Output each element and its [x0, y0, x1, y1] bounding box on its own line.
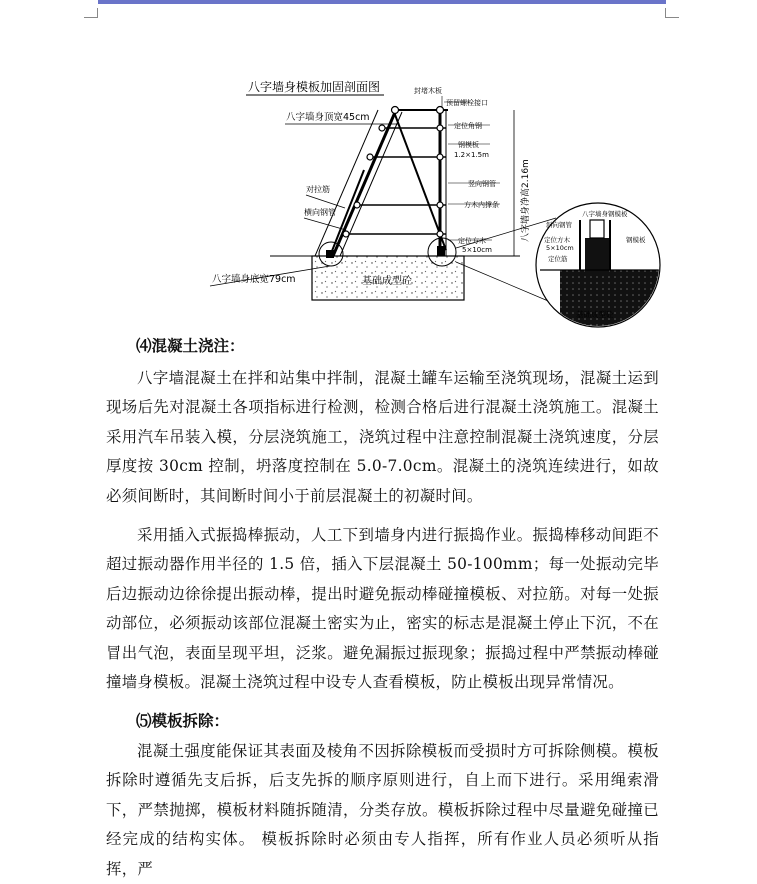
- margin-corner-mark: [84, 17, 98, 18]
- tie-rods: [346, 128, 446, 234]
- figure-title: 八字墙身模板加固剖面图: [248, 80, 381, 94]
- pull-bar-label: 对拉筋: [306, 185, 330, 194]
- detail-circle: [536, 203, 660, 330]
- panel-size-label: 1.2×1.5m: [454, 151, 489, 159]
- detail-base-label: 基础成型砼: [576, 310, 614, 319]
- paragraph: 采用插入式振捣棒振动，人工下到墙身内进行振捣作业。振捣棒移动间距不超过振动器作用半径的 1.5 倍，插入下层混凝土 50-100mm；每一处振动完毕后边振动边徐徐提出振动棒，提出时避免振动棒碰撞模板、对拉筋。对每一处振动部位，必须振动该部位混凝土密实为止，密实的标志是混凝土停止下沉，不在冒出气泡，表面呈现平坦，泛浆。避免漏振过振现象；振捣过程中严禁振动棒碰撞墙身模板。混凝土浇筑过程中设专人查看模板，防止模板出现异常情况。: [106, 526, 659, 692]
- anchor-label-a: 定位方木: [458, 237, 486, 245]
- detail-label-b: 八字墙身钢模板: [582, 210, 628, 218]
- paragraph: 混凝土强度能保证其表面及棱角不因拆除模板而受损时方可拆除侧模。模板拆除时遵循先支后拆，后支先拆的顺序原则进行，自上而下进行。采用绳索滑下，严禁抛掷，模板材料随拆随清，分类存放。模板拆除过程中尽量避免碰撞已经完成的结构实体。 模板拆除时必须由专人指挥，所有作业人员必须听从指挥，严: [106, 742, 659, 878]
- detail-label-d: 5×10cm: [546, 244, 574, 252]
- detail-label-f: 钢模板: [626, 236, 646, 244]
- horiz-pipe-label: 横向钢管: [304, 208, 336, 217]
- section-heading-pouring: ⑷混凝土浇注：: [136, 336, 245, 355]
- wood-pad-label: 方木内撑条: [464, 201, 499, 209]
- panel-label: 钢模板: [458, 141, 479, 149]
- paragraph: 八字墙混凝土在拌和站集中拌制，混凝土罐车运输至浇筑现场，混凝土运到现场后先对混凝土各项指标进行检测，检测合格后进行混凝土浇筑施工。混凝土采用汽车吊装入模，分层浇筑施工，浇筑过程中注意控制混凝土浇筑速度，分层厚度按 30cm 控制，坍落度控制在 5.0-7.0cm。混凝土的浇筑连续进行，如故必须间断时，其间断时间小于前层混凝土的初凝时间。: [106, 369, 659, 505]
- section-heading-removal: ⑸模板拆除：: [136, 711, 230, 730]
- height-label: 八字墙身净高2.16m: [521, 159, 531, 242]
- top-label-c: 定位角钢: [454, 122, 482, 130]
- top-width-label: 八字墙身顶宽45cm: [286, 112, 370, 123]
- bottom-width-label: 八字墙身底宽79cm: [212, 274, 296, 285]
- detail-label-c: 定位方木: [544, 236, 570, 244]
- top-label-b: 预留螺栓接口: [446, 99, 488, 107]
- detail-label-a: 斜向钢管: [546, 221, 572, 229]
- margin-corner-mark: [665, 17, 679, 18]
- anchor-label-b: 5×10cm: [462, 246, 492, 254]
- page-top-border: [98, 0, 666, 4]
- formwork-section-figure: [0, 70, 757, 330]
- vert-pipe-label: 竖向钢管: [468, 180, 496, 188]
- detail-label-e: 定位筋: [548, 255, 568, 263]
- top-label-a: 封堵木板: [414, 87, 442, 95]
- foundation-label: 基础成型砼: [362, 276, 412, 287]
